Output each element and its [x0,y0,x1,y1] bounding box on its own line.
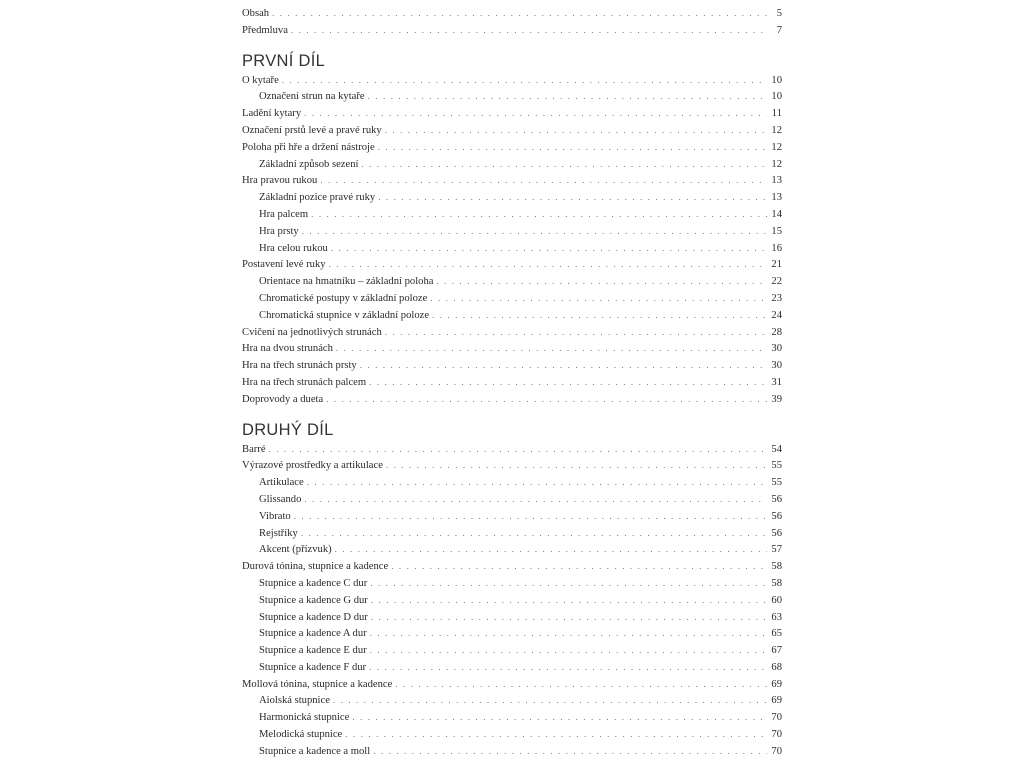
toc-entry[interactable] [242,374,782,391]
toc-entry-page: 15 [771,225,782,237]
toc-entry-page: 63 [771,611,782,623]
toc-entry[interactable] [242,324,782,341]
toc-entry-label: Hra celou rukou [259,242,328,254]
toc-entry-label: Akcent (přízvuk) [259,544,332,556]
toc-entry-page: 70 [771,729,782,741]
toc-entry-page: 69 [771,695,782,707]
toc-entry-page: 16 [771,242,782,254]
toc-entry-label: Stupnice a kadence a moll [259,745,371,757]
toc-entry-obsah[interactable] [242,5,782,22]
toc-entry-label: Obsah [242,8,270,19]
dot-leader [304,105,767,122]
toc-entry-page: 13 [771,175,782,187]
dot-leader [333,692,767,709]
toc-entry[interactable] [242,139,782,156]
toc-subentry[interactable] [242,156,782,173]
part-2-entries [242,441,782,760]
toc-entry-page: 65 [771,628,782,640]
toc-entry-page: 13 [771,192,782,204]
toc-entry-label: Stupnice a kadence G dur [259,594,368,606]
toc-entry-label: Stupnice a kadence C dur [259,577,368,589]
dot-leader [352,709,767,726]
toc-entry-page: 56 [771,510,782,522]
toc-entry[interactable] [242,72,782,89]
dot-leader [336,340,767,357]
toc-entry[interactable] [242,256,782,273]
toc-entry-label: Durová tónina, stupnice a kadence [242,561,389,573]
dot-leader [307,474,767,491]
toc-entry[interactable] [242,357,782,374]
toc-subentry[interactable] [242,642,782,659]
dot-leader [361,156,767,173]
toc-entry-page: 12 [771,124,782,136]
toc-entry-label: Aiolská stupnice [259,695,330,707]
toc-entry-page: 56 [771,527,782,539]
toc-entry[interactable] [242,172,782,189]
toc-entry-label: Předmluva [242,24,288,36]
dot-leader [369,374,767,391]
dot-leader [371,592,767,609]
dot-leader [360,357,767,374]
toc-entry[interactable] [242,122,782,139]
dot-leader [302,223,767,240]
toc-subentry[interactable] [242,88,782,105]
toc-entry[interactable] [242,457,782,474]
toc-subentry[interactable] [242,474,782,491]
toc-entry-label: Stupnice a kadence F dur [259,661,367,673]
toc-entry-page: 21 [771,259,782,271]
toc-entry-page: 55 [771,460,782,472]
toc-subentry[interactable] [242,692,782,709]
dot-leader [329,256,767,273]
toc-entry-page: 5 [776,8,782,19]
table-of-contents [242,5,782,760]
toc-entry[interactable] [242,441,782,458]
toc-entry-page: 58 [771,577,782,589]
toc-subentry[interactable] [242,575,782,592]
dot-leader [370,642,767,659]
toc-entry-page: 70 [771,745,782,757]
toc-entry[interactable] [242,676,782,693]
dot-leader [368,88,767,105]
toc-entry-label: Hra prsty [259,225,299,237]
toc-entry-label: Artikulace [259,477,304,489]
toc-entry-page: 31 [771,376,782,388]
toc-entry-label: Barré [242,443,266,455]
toc-entry-page: 12 [771,141,782,153]
toc-entry-label: Výrazové prostředky a artikulace [242,460,383,472]
dot-leader [335,541,767,558]
toc-entry-page: 22 [771,276,782,288]
toc-entry-page: 23 [771,292,782,304]
part-1-entries [242,72,782,408]
toc-entry-label: Harmonická stupnice [259,712,350,724]
dot-leader [378,139,767,156]
toc-entry-label: Základní pozice pravé ruky [259,192,376,204]
toc-entry[interactable] [242,558,782,575]
toc-entry-label: Hra pravou rukou [242,175,318,187]
toc-entry-label: Označení strun na kytaře [259,91,365,103]
toc-entry-label: Poloha při hře a držení nástroje [242,141,375,153]
dot-leader [432,307,767,324]
toc-entry-page: 68 [771,661,782,673]
toc-entry-page: 28 [771,326,782,338]
dot-leader [294,508,767,525]
toc-entry-label: Stupnice a kadence A dur [259,628,367,640]
toc-entry-page: 24 [771,309,782,321]
toc-entry-page: 30 [771,360,782,372]
dot-leader [369,659,767,676]
toc-entry-label: Rejstříky [259,527,298,539]
dot-leader [345,726,767,743]
dot-leader [311,206,767,223]
toc-entry-label: Mollová tónina, stupnice a kadence [242,678,393,690]
toc-entry-label: Hra na dvou strunách [242,343,333,355]
toc-entry-page: 58 [771,561,782,573]
toc-entry-page: 56 [771,493,782,505]
toc-entry-label: Postavení levé ruky [242,259,326,271]
toc-entry-page: 30 [771,343,782,355]
dot-leader [320,172,767,189]
toc-subentry[interactable] [242,491,782,508]
toc-subentry[interactable] [242,206,782,223]
toc-entry[interactable] [242,340,782,357]
dot-leader [391,558,767,575]
toc-subentry[interactable] [242,726,782,743]
dot-leader [370,625,767,642]
toc-entry-page: 57 [771,544,782,556]
dot-leader [436,273,767,290]
toc-entry-page: 10 [771,74,782,86]
toc-entry-label: Základní způsob sezení [259,158,359,170]
dot-leader [301,525,767,542]
toc-subentry[interactable] [242,743,782,760]
dot-leader [395,676,767,693]
toc-entry-page: 54 [771,443,782,455]
dot-leader [385,324,767,341]
toc-entry-label: Ladění kytary [242,108,302,120]
toc-entry-label: Vibrato [259,510,291,522]
toc-entry-label: Označení prstů levé a pravé ruky [242,124,382,136]
toc-entry-label: Glissando [259,493,302,505]
toc-entry-page: 70 [771,712,782,724]
toc-entry-label: Doprovody a dueta [242,393,324,405]
part-heading-2: DRUHÝ DÍL [242,420,334,439]
toc-entry-label: Orientace na hmatníku – základní poloha [259,276,434,288]
front-matter [242,5,782,39]
toc-entry-predmluva[interactable] [242,22,782,39]
dot-leader [282,72,767,89]
toc-entry-label: Hra palcem [259,208,309,220]
toc-entry-page: 69 [771,678,782,690]
toc-subentry[interactable] [242,709,782,726]
toc-entry-label: Melodická stupnice [259,729,343,741]
toc-subentry[interactable] [242,273,782,290]
dot-leader [272,5,767,22]
toc-entry[interactable] [242,105,782,122]
dot-leader [370,575,767,592]
toc-entry-label: Stupnice a kadence D dur [259,611,368,623]
toc-subentry[interactable] [242,609,782,626]
toc-entry-page: 55 [771,477,782,489]
toc-subentry[interactable] [242,541,782,558]
toc-entry-label: Cvičení na jednotlivých strunách [242,326,382,338]
dot-leader [371,609,767,626]
toc-entry-page: 10 [771,91,782,103]
toc-entry-page: 12 [771,158,782,170]
toc-entry-label: Chromatické postupy v základní poloze [259,292,428,304]
toc-subentry[interactable] [242,508,782,525]
toc-subentry[interactable] [242,592,782,609]
toc-subentry[interactable] [242,525,782,542]
toc-entry-label: Chromatická stupnice v základní poloze [259,309,430,321]
toc-entry-page: 14 [771,208,782,220]
toc-entry-label: Stupnice a kadence E dur [259,645,367,657]
toc-entry-page: 60 [771,594,782,606]
toc-entry-page: 7 [776,24,782,36]
dot-leader [430,290,767,307]
dot-leader [291,22,767,39]
toc-subentry[interactable] [242,240,782,257]
dot-leader [331,240,767,257]
part-heading-1: PRVNÍ DÍL [242,51,326,70]
dot-leader [385,122,767,139]
toc-subentry[interactable] [242,307,782,324]
toc-entry-page: 67 [771,645,782,657]
toc-subentry[interactable] [242,223,782,240]
dot-leader [373,743,767,760]
dot-leader [378,189,767,206]
toc-entry-label: O kytaře [242,74,279,86]
dot-leader [326,391,767,408]
toc-subentry[interactable] [242,290,782,307]
dot-leader [386,457,767,474]
dot-leader [269,441,767,458]
dot-leader [304,491,767,508]
toc-subentry[interactable] [242,659,782,676]
toc-entry-label: Hra na třech strunách palcem [242,376,367,388]
toc-entry-label: Hra na třech strunách prsty [242,360,357,372]
toc-subentry[interactable] [242,625,782,642]
toc-subentry[interactable] [242,189,782,206]
toc-entry-page: 39 [771,393,782,405]
toc-entry-page: 11 [771,108,782,120]
toc-entry[interactable] [242,391,782,408]
